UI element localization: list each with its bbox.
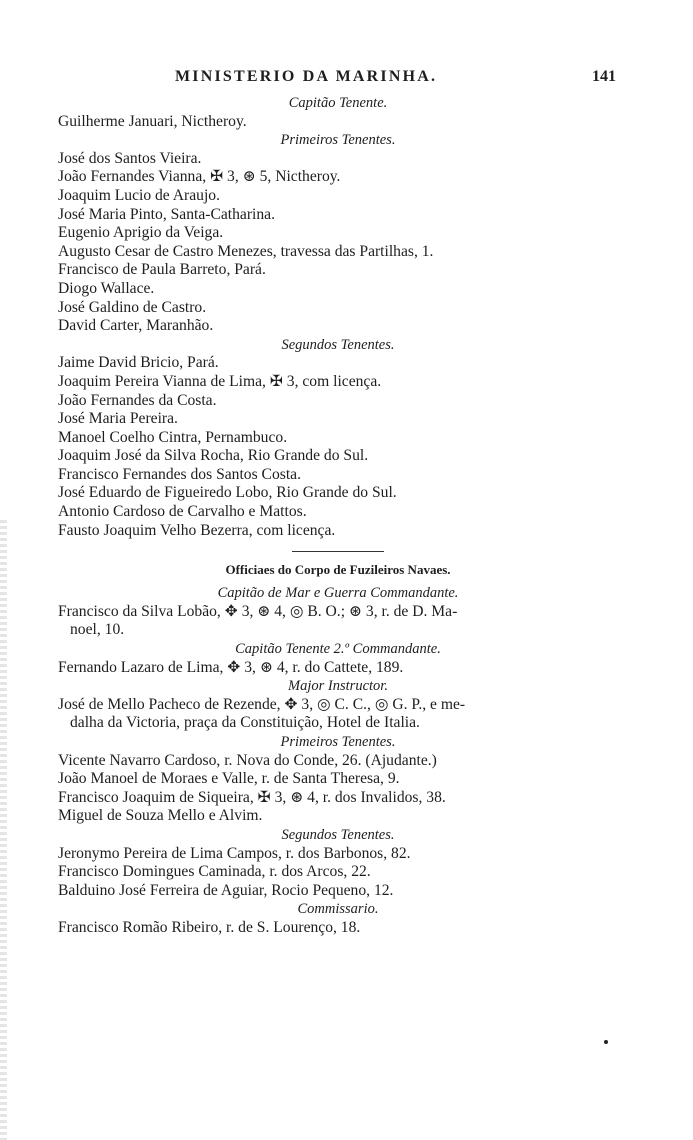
entry-line: José de Mello Pacheco de Rezende, ✥ 3, ◎ C. C., ◎ G. P., e me- — [58, 695, 466, 713]
primeiros-tenentes-fuzileiros-list — [58, 752, 618, 826]
heading-capitao-tenente: Capitão Tenente. — [288, 95, 388, 111]
heading-primeiros-tenentes: Primeiros Tenentes. — [280, 132, 396, 149]
list-item: Guilherme Januari, Nictheroy. — [58, 112, 247, 130]
heading-major-instructor: Major Instructor. — [288, 678, 388, 695]
list-item: Francisco Domingues Caminada, r. dos Arcos, 22. — [58, 863, 371, 881]
list-item: Francisco Romão Ribeiro, r. de S. Lourenço, 18. — [58, 918, 361, 936]
list-item: José Maria Pereira. — [58, 410, 178, 428]
page-content — [58, 94, 618, 938]
list-item: Augusto Cesar de Castro Menezes, travessa das Partilhas, 1. — [58, 242, 434, 260]
list-item: Francisco Joaquim de Siqueira, ✠ 3, ⊛ 4, r. dos Invalidos, 38. — [58, 788, 446, 806]
list-item — [58, 603, 618, 640]
list-item: Fausto Joaquim Velho Bezerra, com licença. — [58, 521, 336, 539]
section-divider — [292, 551, 384, 552]
list-item: João Fernandes Vianna, ✠ 3, ⊛ 5, Nictheroy. — [58, 168, 341, 186]
list-item: Joaquim Pereira Vianna de Lima, ✠ 3, com licença. — [58, 372, 382, 390]
entry-continuation: noel, 10. — [70, 621, 125, 639]
entry-line: Francisco da Silva Lobão, ✥ 3, ⊛ 4, ◎ B. O.; ⊛ 3, r. de D. Ma- — [58, 602, 458, 620]
list-item: Jaime David Bricio, Pará. — [58, 354, 219, 372]
section-title-fuzileiros: Officiaes do Corpo de Fuzileiros Navaes. — [225, 562, 451, 578]
page-header — [0, 68, 693, 92]
list-item: Eugenio Aprigio da Veiga. — [58, 224, 224, 242]
list-item: Miguel de Souza Mello e Alvim. — [58, 807, 263, 825]
list-item: Balduino José Ferreira de Aguiar, Rocio Pequeno, 12. — [58, 881, 394, 899]
list-item: Joaquim Lucio de Araujo. — [58, 186, 220, 204]
heading-segundo-commandante: Capitão Tenente 2.º Commandante. — [235, 641, 441, 658]
list-item: Fernando Lazaro de Lima, ✥ 3, ⊛ 4, r. do Cattete, 189. — [58, 658, 404, 676]
list-item: David Carter, Maranhão. — [58, 317, 214, 335]
list-item: José Maria Pinto, Santa-Catharina. — [58, 205, 275, 223]
page-edge-shadow — [0, 520, 7, 1140]
list-item: Francisco de Paula Barreto, Pará. — [58, 261, 266, 279]
list-item: Antonio Cardoso de Carvalho e Mattos. — [58, 503, 307, 521]
list-item: Jeronymo Pereira de Lima Campos, r. dos Barbonos, 82. — [58, 844, 411, 862]
heading-commissario: Commissario. — [297, 901, 379, 918]
list-item: José dos Santos Vieira. — [58, 149, 202, 167]
segundos-tenentes-list — [58, 354, 618, 540]
page-number: 141 — [592, 68, 616, 85]
heading-segundos-tenentes: Segundos Tenentes. — [281, 336, 395, 353]
list-item: Manoel Coelho Cintra, Pernambuco. — [58, 428, 288, 446]
list-item: José Eduardo de Figueiredo Lobo, Rio Grande do Sul. — [58, 484, 397, 502]
list-item: José Galdino de Castro. — [58, 298, 207, 316]
list-item: João Manoel de Moraes e Valle, r. de Santa Theresa, 9. — [58, 770, 400, 788]
heading-segundos-tenentes-fuzileiros: Segundos Tenentes. — [281, 826, 395, 843]
list-item — [58, 696, 618, 733]
list-item: Vicente Navarro Cardoso, r. Nova do Conde, 26. (Ajudante.) — [58, 751, 437, 769]
segundos-tenentes-fuzileiros-list — [58, 845, 618, 901]
list-item: Diogo Wallace. — [58, 279, 155, 297]
list-item: Francisco Fernandes dos Santos Costa. — [58, 465, 301, 483]
list-item: João Fernandes da Costa. — [58, 391, 217, 409]
entry-continuation: dalha da Victoria, praça da Constituição, Hotel de Italia. — [70, 714, 420, 732]
heading-primeiros-tenentes-fuzileiros: Primeiros Tenentes. — [280, 734, 396, 750]
running-head: MINISTERIO DA MARINHA. — [175, 68, 438, 85]
list-item: Joaquim José da Silva Rocha, Rio Grande do Sul. — [58, 447, 369, 465]
primeiros-tenentes-list — [58, 150, 618, 336]
ink-dot — [604, 1040, 608, 1044]
heading-commandante: Capitão de Mar e Guerra Commandante. — [217, 585, 459, 602]
